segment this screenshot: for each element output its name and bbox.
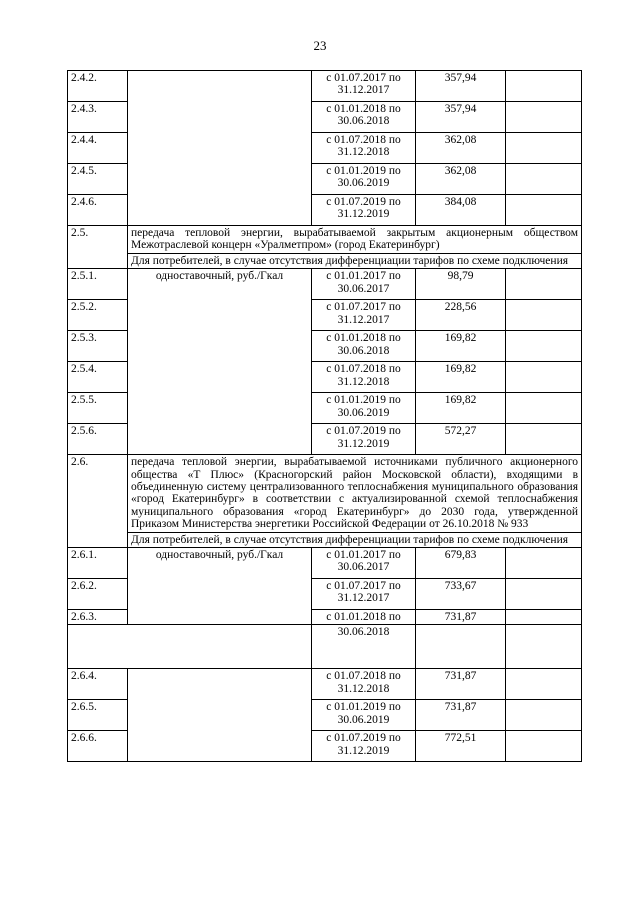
value-cell: 169,82 <box>416 331 506 362</box>
period-cell: с 01.07.2017 по 31.12.2017 <box>312 579 416 610</box>
period-cell: с 01.07.2019 по 31.12.2019 <box>312 731 416 762</box>
section-number: 2.5. <box>68 226 128 269</box>
empty-cell <box>506 548 582 579</box>
table-row <box>68 269 582 300</box>
empty-cell <box>506 102 582 133</box>
empty-cell <box>416 625 506 669</box>
section-header-row <box>68 455 582 532</box>
value-cell: 98,79 <box>416 269 506 300</box>
empty-cell <box>506 133 582 164</box>
empty-cell <box>506 269 582 300</box>
value-cell: 357,94 <box>416 71 506 102</box>
page-break-row <box>68 625 582 669</box>
consumers-note: Для потребителей, в случае отсутствия дифференциации тарифов по схеме подключения <box>128 532 582 547</box>
period-cell: с 01.07.2018 по 31.12.2018 <box>312 133 416 164</box>
value-cell: 731,87 <box>416 700 506 731</box>
row-number: 2.5.4. <box>68 362 128 393</box>
value-cell: 362,08 <box>416 164 506 195</box>
table-row <box>68 71 582 102</box>
section-number: 2.6. <box>68 455 128 548</box>
period-cell: с 01.01.2018 по <box>312 610 416 625</box>
section-description: передача тепловой энергии, вырабатываемой источниками публичного акционерного общества «Т Плюс» (Красногорский район Московской области), входящими в объединенную систему централизованного теплоснабжения муниципального образования «город Екатеринбург» в соответствии с актуализированной схемой теплоснабжения муниципального образования «город Екатеринбург» до 2030 года, утвержденной Приказом Министерства энергетики Российской Федерации от 26.10.2018 № 933 <box>128 455 582 532</box>
row-number: 2.6.6. <box>68 731 128 762</box>
value-cell: 228,56 <box>416 300 506 331</box>
value-cell: 731,87 <box>416 610 506 625</box>
empty-cell <box>506 331 582 362</box>
consumers-note: Для потребителей, в случае отсутствия дифференциации тарифов по схеме подключения <box>128 253 582 268</box>
period-cell: с 01.01.2017 по 30.06.2017 <box>312 548 416 579</box>
period-cell: 30.06.2018 <box>312 625 416 669</box>
value-cell: 572,27 <box>416 424 506 455</box>
row-number: 2.6.3. <box>68 610 128 625</box>
tariff-table <box>67 70 582 762</box>
period-cell: с 01.07.2018 по 31.12.2018 <box>312 669 416 700</box>
row-number: 2.6.4. <box>68 669 128 700</box>
empty-cell <box>506 669 582 700</box>
empty-cell <box>506 300 582 331</box>
row-number: 2.5.3. <box>68 331 128 362</box>
period-cell: с 01.07.2019 по 31.12.2019 <box>312 195 416 226</box>
row-number: 2.4.3. <box>68 102 128 133</box>
empty-cell <box>506 362 582 393</box>
value-cell: 733,67 <box>416 579 506 610</box>
empty-cell <box>68 625 312 669</box>
period-cell: с 01.07.2017 по 31.12.2017 <box>312 300 416 331</box>
period-cell: с 01.07.2019 по 31.12.2019 <box>312 424 416 455</box>
tariff-type-cell <box>128 71 312 226</box>
period-cell: с 01.01.2019 по 30.06.2019 <box>312 164 416 195</box>
row-number: 2.4.2. <box>68 71 128 102</box>
value-cell: 169,82 <box>416 393 506 424</box>
empty-cell <box>506 195 582 226</box>
period-cell: с 01.01.2017 по 30.06.2017 <box>312 269 416 300</box>
row-number: 2.4.4. <box>68 133 128 164</box>
value-cell: 357,94 <box>416 102 506 133</box>
table-row <box>68 548 582 579</box>
row-number: 2.6.2. <box>68 579 128 610</box>
empty-cell <box>506 700 582 731</box>
row-number: 2.6.5. <box>68 700 128 731</box>
tariff-type-cell: одноставочный, руб./Гкал <box>128 548 312 625</box>
empty-cell <box>506 610 582 625</box>
period-cell: с 01.01.2019 по 30.06.2019 <box>312 393 416 424</box>
period-cell: с 01.07.2017 по 31.12.2017 <box>312 71 416 102</box>
row-number: 2.5.1. <box>68 269 128 300</box>
row-number: 2.5.5. <box>68 393 128 424</box>
empty-cell <box>506 579 582 610</box>
period-cell: с 01.01.2018 по 30.06.2018 <box>312 102 416 133</box>
period-cell: с 01.07.2018 по 31.12.2018 <box>312 362 416 393</box>
empty-cell <box>506 393 582 424</box>
table-row <box>68 669 582 700</box>
value-cell: 384,08 <box>416 195 506 226</box>
consumers-row <box>68 253 582 268</box>
page-number: 23 <box>313 38 327 53</box>
row-number: 2.4.5. <box>68 164 128 195</box>
empty-cell <box>506 164 582 195</box>
period-cell: с 01.01.2019 по 30.06.2019 <box>312 700 416 731</box>
consumers-row <box>68 532 582 547</box>
value-cell: 731,87 <box>416 669 506 700</box>
value-cell: 169,82 <box>416 362 506 393</box>
section-header-row <box>68 226 582 254</box>
empty-cell <box>506 424 582 455</box>
empty-cell <box>506 625 582 669</box>
tariff-type-cell: одноставочный, руб./Гкал <box>128 269 312 455</box>
value-cell: 362,08 <box>416 133 506 164</box>
section-description: передача тепловой энергии, вырабатываемой закрытым акционерным обществом Межотраслевой концерн «Уралметпром» (город Екатеринбург) <box>128 226 582 254</box>
empty-cell <box>506 71 582 102</box>
row-number: 2.5.6. <box>68 424 128 455</box>
row-number: 2.6.1. <box>68 548 128 579</box>
row-number: 2.4.6. <box>68 195 128 226</box>
period-cell: с 01.01.2018 по 30.06.2018 <box>312 331 416 362</box>
value-cell: 679,83 <box>416 548 506 579</box>
row-number: 2.5.2. <box>68 300 128 331</box>
tariff-type-cell <box>128 669 312 762</box>
value-cell: 772,51 <box>416 731 506 762</box>
empty-cell <box>506 731 582 762</box>
